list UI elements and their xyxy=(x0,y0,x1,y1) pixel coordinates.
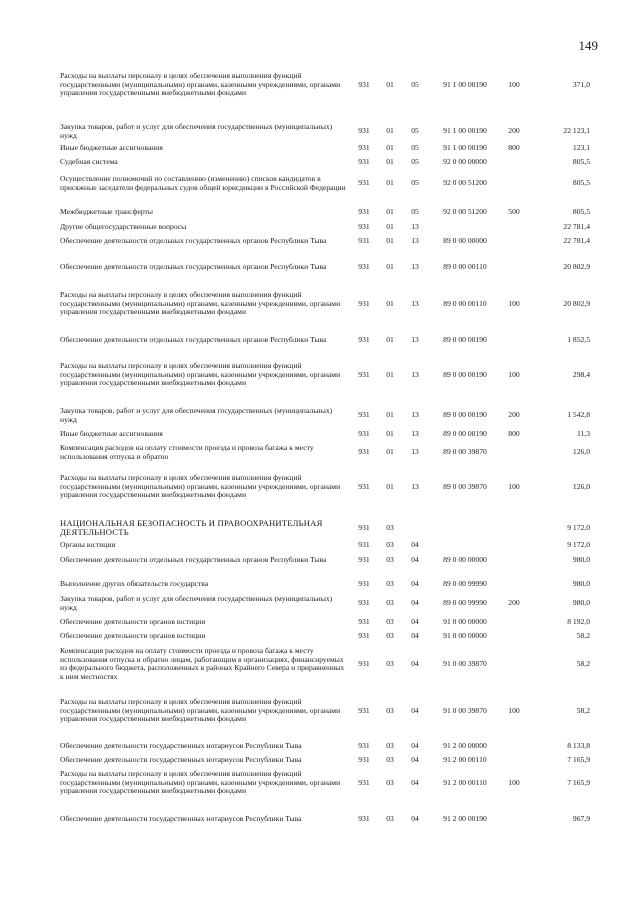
row-expense-type-code: 100 xyxy=(508,777,520,787)
row-section-code: 01 xyxy=(386,410,394,420)
row-name: Обеспечение деятельности отдельных государственных органов Республики Тыва xyxy=(60,262,327,271)
row-amount: 805,5 xyxy=(572,157,590,166)
row-expense-type-code: 200 xyxy=(508,410,520,420)
row-admin-code: 931 xyxy=(358,540,370,549)
row-admin-code: 931 xyxy=(358,178,370,188)
row-admin-code: 931 xyxy=(358,481,370,491)
row-amount: 8 192,0 xyxy=(567,617,590,626)
row-target-article-code: 89 0 00 39870 xyxy=(443,481,487,491)
row-section-code: 01 xyxy=(386,207,394,216)
row-name: Обеспечение деятельности органов юстиции xyxy=(60,617,206,626)
row-admin-code: 931 xyxy=(358,598,370,608)
row-subsection-code: 13 xyxy=(411,410,419,420)
row-name: Расходы на выплаты персоналу в целях обеспечения выполнения функций государственными (муниципальными) органами, казенными учреждениями, органами управления государственными внебюджетными фондами xyxy=(60,71,341,98)
row-name: Обеспечение деятельности отдельных государственных органов Республики Тыва xyxy=(60,335,327,344)
table-row xyxy=(60,144,600,153)
row-admin-code: 931 xyxy=(358,369,370,379)
table-row xyxy=(60,362,600,388)
table-row xyxy=(60,647,600,681)
row-subsection-code: 04 xyxy=(411,777,419,787)
row-admin-code: 931 xyxy=(358,410,370,420)
row-subsection-code: 13 xyxy=(411,369,419,379)
row-amount: 22 781,4 xyxy=(563,222,590,231)
row-amount: 58,2 xyxy=(576,705,590,715)
row-name: Иные бюджетные ассигнования xyxy=(60,429,163,438)
row-section-code: 03 xyxy=(386,741,394,750)
row-target-article-code: 89 0 00 00000 xyxy=(443,236,487,245)
row-subsection-code: 13 xyxy=(411,481,419,491)
row-section-code: 01 xyxy=(386,262,394,271)
row-target-article-code: 91 0 00 00000 xyxy=(443,631,487,640)
row-amount: 805,5 xyxy=(572,178,590,188)
row-amount: 9 172,0 xyxy=(567,523,590,533)
row-section-code: 01 xyxy=(386,222,394,231)
row-admin-code: 931 xyxy=(358,631,370,640)
row-expense-type-code: 800 xyxy=(508,429,520,438)
row-admin-code: 931 xyxy=(358,222,370,231)
row-subsection-code: 04 xyxy=(411,705,419,715)
row-section-code: 01 xyxy=(386,429,394,438)
row-section-code: 01 xyxy=(386,335,394,344)
row-admin-code: 931 xyxy=(358,143,370,152)
row-amount: 126,0 xyxy=(572,447,590,457)
row-target-article-code: 91 1 00 00190 xyxy=(443,79,487,89)
row-section-code: 03 xyxy=(386,540,394,549)
row-subsection-code: 05 xyxy=(411,143,419,152)
table-row xyxy=(60,407,600,424)
row-name: Обеспечение деятельности органов юстиции xyxy=(60,631,206,640)
row-amount: 22 123,1 xyxy=(563,126,590,136)
row-amount: 58,2 xyxy=(576,658,590,668)
row-subsection-code: 13 xyxy=(411,298,419,308)
row-target-article-code: 89 0 00 00110 xyxy=(443,262,487,271)
row-name: Расходы на выплаты персоналу в целях обеспечения выполнения функций государственными (муниципальными) органами, казенными учреждениями, органами управления государственными внебюджетными фондами xyxy=(60,290,341,317)
row-subsection-code: 13 xyxy=(411,447,419,457)
row-target-article-code: 92 0 00 00000 xyxy=(443,157,487,166)
row-amount: 7 165,9 xyxy=(567,777,590,787)
row-amount: 7 165,9 xyxy=(567,755,590,764)
row-amount: 1 542,8 xyxy=(567,410,590,420)
row-target-article-code: 91 2 00 00000 xyxy=(443,741,487,750)
row-name: Компенсация расходов на оплату стоимости проезда и провоза багажа к месту использования отпуска и обратно лицам, работающим в организациях, финансируемых из федерального бюджета, расположенных в районах Крайнего Севера и приравненных к ним местностях xyxy=(60,646,345,681)
row-name: Закупка товаров, работ и услуг для обеспечения государственных (муниципальных) нужд xyxy=(60,406,333,424)
row-target-article-code: 89 0 00 99990 xyxy=(443,579,487,588)
row-amount: 9 172,0 xyxy=(567,540,590,549)
table-row xyxy=(60,208,600,217)
row-admin-code: 931 xyxy=(358,262,370,271)
table-row xyxy=(60,444,600,461)
row-section-code: 03 xyxy=(386,555,394,564)
row-section-code: 01 xyxy=(386,481,394,491)
row-admin-code: 931 xyxy=(358,335,370,344)
row-admin-code: 931 xyxy=(358,298,370,308)
table-row xyxy=(60,291,600,317)
row-name: Обеспечение деятельности государственных нотариусов Республики Тыва xyxy=(60,741,302,750)
row-name: Обеспечение деятельности государственных нотариусов Республики Тыва xyxy=(60,755,302,764)
row-expense-type-code: 200 xyxy=(508,598,520,608)
row-subsection-code: 13 xyxy=(411,236,419,245)
table-row xyxy=(60,72,600,98)
table-row xyxy=(60,175,600,192)
row-section-code: 01 xyxy=(386,178,394,188)
row-admin-code: 931 xyxy=(358,658,370,668)
row-target-article-code: 91 2 00 00110 xyxy=(443,755,487,764)
row-section-code: 01 xyxy=(386,447,394,457)
row-target-article-code: 91 0 00 00000 xyxy=(443,617,487,626)
row-target-article-code: 91 0 00 39870 xyxy=(443,658,487,668)
row-amount: 22 781,4 xyxy=(563,236,590,245)
table-row xyxy=(60,815,600,824)
table-row xyxy=(60,430,600,439)
row-amount: 967,9 xyxy=(572,814,590,823)
row-amount: 58,2 xyxy=(576,631,590,640)
row-amount: 805,5 xyxy=(572,207,590,216)
row-subsection-code: 04 xyxy=(411,631,419,640)
row-name: Обеспечение деятельности отдельных государственных органов Республики Тыва xyxy=(60,236,327,245)
row-expense-type-code: 100 xyxy=(508,705,520,715)
row-section-code: 03 xyxy=(386,631,394,640)
row-target-article-code: 89 0 00 00190 xyxy=(443,369,487,379)
row-amount: 11,3 xyxy=(576,429,590,438)
row-amount: 20 802,9 xyxy=(563,298,590,308)
row-section-code: 03 xyxy=(386,579,394,588)
row-target-article-code: 89 0 00 00190 xyxy=(443,410,487,420)
row-subsection-code: 05 xyxy=(411,157,419,166)
row-name: Закупка товаров, работ и услуг для обеспечения государственных (муниципальных) нужд xyxy=(60,122,333,140)
row-name: Судебная система xyxy=(60,157,118,166)
table-row xyxy=(60,698,600,724)
table-row xyxy=(60,223,600,232)
row-expense-type-code: 500 xyxy=(508,207,520,216)
row-admin-code: 931 xyxy=(358,523,370,533)
row-subsection-code: 04 xyxy=(411,555,419,564)
row-section-code: 01 xyxy=(386,126,394,136)
row-section-code: 03 xyxy=(386,617,394,626)
table-row xyxy=(60,618,600,627)
row-target-article-code: 89 0 00 00000 xyxy=(443,555,487,564)
row-amount: 1 852,5 xyxy=(567,335,590,344)
row-subsection-code: 04 xyxy=(411,617,419,626)
row-target-article-code: 89 0 00 00190 xyxy=(443,429,487,438)
row-amount: 126,0 xyxy=(572,481,590,491)
row-target-article-code: 91 1 00 00190 xyxy=(443,126,487,136)
row-name: Расходы на выплаты персоналу в целях обеспечения выполнения функций государственными (муниципальными) органами, казенными учреждениями, органами управления государственными внебюджетными фондами xyxy=(60,473,341,500)
table-row xyxy=(60,263,600,272)
row-subsection-code: 13 xyxy=(411,335,419,344)
table-row xyxy=(60,632,600,641)
row-admin-code: 931 xyxy=(358,555,370,564)
row-amount: 980,0 xyxy=(572,555,590,564)
row-target-article-code: 92 0 00 51200 xyxy=(443,178,487,188)
row-target-article-code: 91 1 00 00190 xyxy=(443,143,487,152)
row-amount: 20 802,9 xyxy=(563,262,590,271)
row-section-code: 03 xyxy=(386,658,394,668)
row-admin-code: 931 xyxy=(358,236,370,245)
row-subsection-code: 04 xyxy=(411,814,419,823)
table-row xyxy=(60,742,600,751)
row-admin-code: 931 xyxy=(358,79,370,89)
row-expense-type-code: 100 xyxy=(508,298,520,308)
row-amount: 298,4 xyxy=(572,369,590,379)
row-expense-type-code: 800 xyxy=(508,143,520,152)
row-admin-code: 931 xyxy=(358,157,370,166)
row-section-code: 01 xyxy=(386,298,394,308)
row-subsection-code: 05 xyxy=(411,178,419,188)
row-name: Органы юстиции xyxy=(60,540,116,549)
row-amount: 8 133,8 xyxy=(567,741,590,750)
page-number: 149 xyxy=(578,38,598,53)
table-row xyxy=(60,770,600,796)
table-row xyxy=(60,519,600,538)
row-subsection-code: 05 xyxy=(411,126,419,136)
row-section-code: 01 xyxy=(386,369,394,379)
row-expense-type-code: 200 xyxy=(508,126,520,136)
row-admin-code: 931 xyxy=(358,579,370,588)
row-name: Осуществление полномочий по составлению (изменению) списков кандидатов в присяжные заседатели федеральных судов общей юрисдикции в Российской Федерации xyxy=(60,174,346,192)
table-row xyxy=(60,580,600,589)
row-admin-code: 931 xyxy=(358,777,370,787)
table-row xyxy=(60,123,600,140)
row-admin-code: 931 xyxy=(358,814,370,823)
row-name: Расходы на выплаты персоналу в целях обеспечения выполнения функций государственными (муниципальными) органами, казенными учреждениями, органами управления государственными внебюджетными фондами xyxy=(60,769,341,796)
row-section-code: 03 xyxy=(386,598,394,608)
row-target-article-code: 89 0 00 39870 xyxy=(443,447,487,457)
row-amount: 980,0 xyxy=(572,598,590,608)
row-name: Расходы на выплаты персоналу в целях обеспечения выполнения функций государственными (муниципальными) органами, казенными учреждениями, органами управления государственными внебюджетными фондами xyxy=(60,697,341,724)
row-subsection-code: 13 xyxy=(411,262,419,271)
row-expense-type-code: 100 xyxy=(508,369,520,379)
row-name: Обеспечение деятельности отдельных государственных органов Республики Тыва xyxy=(60,555,327,564)
table-row xyxy=(60,541,600,550)
row-admin-code: 931 xyxy=(358,429,370,438)
row-name: НАЦИОНАЛЬНАЯ БЕЗОПАСНОСТЬ И ПРАВООХРАНИТЕЛЬНАЯ ДЕЯТЕЛЬНОСТЬ xyxy=(60,518,323,538)
row-section-code: 03 xyxy=(386,814,394,823)
row-subsection-code: 04 xyxy=(411,741,419,750)
row-section-code: 01 xyxy=(386,157,394,166)
row-target-article-code: 89 0 00 00190 xyxy=(443,335,487,344)
row-subsection-code: 04 xyxy=(411,598,419,608)
row-subsection-code: 04 xyxy=(411,658,419,668)
row-amount: 123,1 xyxy=(572,143,590,152)
row-expense-type-code: 100 xyxy=(508,79,520,89)
row-admin-code: 931 xyxy=(358,755,370,764)
row-subsection-code: 05 xyxy=(411,79,419,89)
row-name: Выполнение других обязательств государства xyxy=(60,579,209,588)
row-name: Компенсация расходов на оплату стоимости проезда и провоза багажа к месту использования отпуска и обратно xyxy=(60,443,314,461)
row-target-article-code: 92 0 00 51200 xyxy=(443,207,487,216)
row-name: Закупка товаров, работ и услуг для обеспечения государственных (муниципальных) нужд xyxy=(60,594,333,612)
row-subsection-code: 04 xyxy=(411,540,419,549)
row-subsection-code: 04 xyxy=(411,579,419,588)
row-section-code: 01 xyxy=(386,143,394,152)
table-row xyxy=(60,756,600,765)
row-name: Иные бюджетные ассигнования xyxy=(60,143,163,152)
row-subsection-code: 04 xyxy=(411,755,419,764)
row-target-article-code: 89 0 00 99990 xyxy=(443,598,487,608)
row-admin-code: 931 xyxy=(358,126,370,136)
table-row xyxy=(60,595,600,612)
row-subsection-code: 13 xyxy=(411,222,419,231)
row-section-code: 01 xyxy=(386,236,394,245)
row-section-code: 03 xyxy=(386,705,394,715)
row-name: Расходы на выплаты персоналу в целях обеспечения выполнения функций государственными (муниципальными) органами, казенными учреждениями, органами управления государственными внебюджетными фондами xyxy=(60,361,341,388)
row-section-code: 03 xyxy=(386,777,394,787)
row-admin-code: 931 xyxy=(358,447,370,457)
table-row xyxy=(60,556,600,565)
table-row xyxy=(60,158,600,167)
table-row xyxy=(60,474,600,500)
row-admin-code: 931 xyxy=(358,207,370,216)
row-target-article-code: 89 0 00 00110 xyxy=(443,298,487,308)
row-amount: 980,0 xyxy=(572,579,590,588)
table-row xyxy=(60,237,600,246)
row-admin-code: 931 xyxy=(358,741,370,750)
row-amount: 371,0 xyxy=(572,79,590,89)
row-expense-type-code: 100 xyxy=(508,481,520,491)
row-section-code: 03 xyxy=(386,755,394,764)
row-name: Обеспечение деятельности государственных нотариусов Республики Тыва xyxy=(60,814,302,823)
row-section-code: 01 xyxy=(386,79,394,89)
row-target-article-code: 91 2 00 00110 xyxy=(443,777,487,787)
row-subsection-code: 05 xyxy=(411,207,419,216)
row-admin-code: 931 xyxy=(358,705,370,715)
row-name: Межбюджетные трансферты xyxy=(60,207,153,216)
row-target-article-code: 91 0 00 39870 xyxy=(443,705,487,715)
row-target-article-code: 91 2 00 00190 xyxy=(443,814,487,823)
row-admin-code: 931 xyxy=(358,617,370,626)
row-subsection-code: 13 xyxy=(411,429,419,438)
row-section-code: 03 xyxy=(386,523,394,533)
row-name: Другие общегосударственные вопросы xyxy=(60,222,187,231)
table-row xyxy=(60,336,600,345)
